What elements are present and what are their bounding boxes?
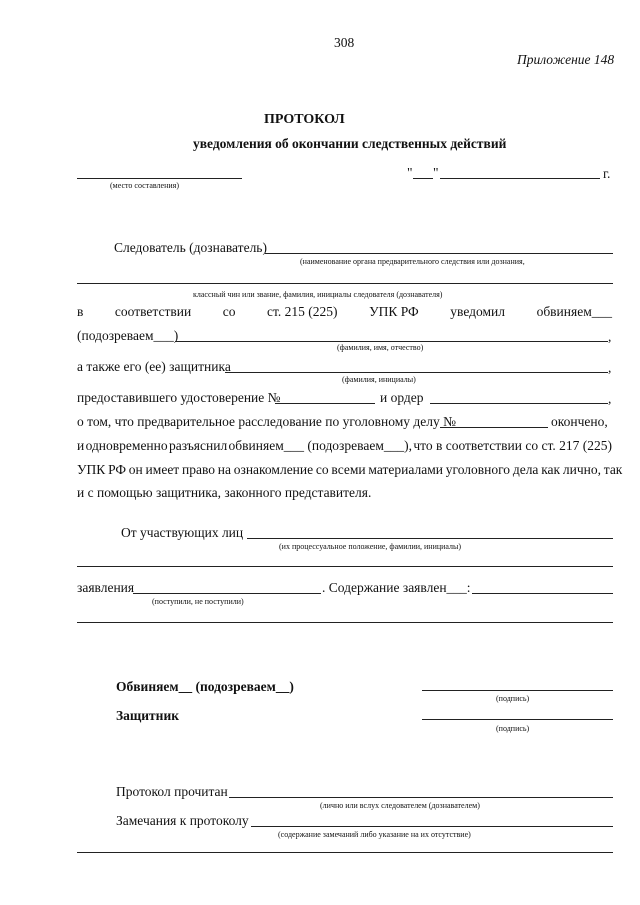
comma-2: , [608,360,612,375]
statements-content-label: . Содержание заявлен___: [322,580,471,595]
investigator-rank-field[interactable] [77,283,613,284]
remarks-field[interactable] [251,826,613,827]
read-caption: (лично или вслух следователем (дознавателем) [320,801,480,810]
remarks-field-2[interactable] [77,852,613,853]
date-quote-open: " [407,165,413,180]
rank-caption: классный чин или звание, фамилия, инициалы следователя (дознавателя) [193,290,443,299]
read-field[interactable] [229,797,613,798]
statements-content-field-2[interactable] [77,622,613,623]
certificate-number-field[interactable] [275,403,375,404]
remarks-caption: (содержание замечаний либо указание на их отсутствие) [278,830,471,839]
sign-defender-label: Защитник [116,708,180,723]
page-number: 308 [334,35,355,50]
rights-text: УПК РФ он имеет право на ознакомление со всеми материалами уголовного дела как лично, так [77,462,623,477]
place-caption: (место составления) [110,181,179,190]
investigator-field[interactable] [265,253,613,254]
order-number-field[interactable] [430,403,608,404]
participants-field[interactable] [247,538,613,539]
case-number-field[interactable] [440,427,548,428]
date-month-field[interactable] [440,178,600,179]
suspect-label: (подозреваем___) [77,328,179,343]
statements-field[interactable] [133,593,321,594]
case-text: о том, что предварительное расследование по уголовному делу № [77,414,457,429]
statements-content-field[interactable] [472,593,613,594]
participants-field-2[interactable] [77,566,613,567]
statements-label: заявления [77,580,135,595]
comma-1: , [608,329,612,344]
place-field[interactable] [77,178,242,179]
order-label: и ордер [380,390,424,405]
remarks-label: Замечания к протоколу [116,813,249,828]
defender-label: а также его (ее) защитника [77,359,231,374]
document-title: ПРОТОКОЛ [264,112,345,127]
read-label: Протокол прочитан [116,784,228,799]
suspect-name-field[interactable] [175,341,608,342]
fio-caption: (фамилия, имя, отчество) [337,343,424,352]
word-upk: УПК РФ [369,304,419,319]
defender-name-field[interactable] [225,372,608,373]
certificate-label: предоставившего удостоверение № [77,390,281,405]
participants-caption: (их процессуальное положение, фамилии, инициалы) [279,542,462,551]
date-day-field[interactable] [413,178,433,179]
statements-caption: (поступили, не поступили) [152,597,244,606]
sign-defender-field[interactable] [422,719,613,720]
investigator-caption: (наименование органа предварительного следствия или дознания, [300,257,525,266]
word-i: и [77,438,85,453]
document-subtitle: уведомления об окончании следственных действий [193,136,507,151]
explained-line [77,438,612,454]
word-notified: уведомил [450,304,506,319]
comma-3: , [608,391,612,406]
word-accused-suspect: обвиняем___ (подозреваем___), [228,438,412,453]
sign-accused-label: Обвиняем__ (подозреваем__) [116,679,294,694]
sign-accused-caption: (подпись) [496,694,530,703]
date-quote-close: " [433,165,439,180]
word-accused: обвиняем___ [536,304,612,319]
date-year-suffix: г. [603,166,611,181]
word-sootvetstvii: соответствии [114,304,192,319]
rights-text-2: и с помощью защитника, законного представителя. [77,485,372,500]
case-text-end: окончено, [551,414,608,429]
sign-accused-field[interactable] [422,690,613,691]
appendix-label: Приложение 148 [517,52,615,67]
word-simultaneously: одновременно [85,438,168,453]
participants-label: От участвующих лиц [121,525,244,540]
word-article: ст. 215 (225) [267,304,338,319]
word-v: в [77,304,84,319]
investigator-label: Следователь (дознаватель) [114,240,267,255]
word-so: со [222,304,236,319]
word-explained: разъяснил [168,438,228,453]
sign-defender-caption: (подпись) [496,724,530,733]
fi-caption: (фамилия, инициалы) [342,375,416,384]
notification-line [77,304,612,320]
word-accordance: что в соответствии со ст. 217 (225) [413,438,612,453]
